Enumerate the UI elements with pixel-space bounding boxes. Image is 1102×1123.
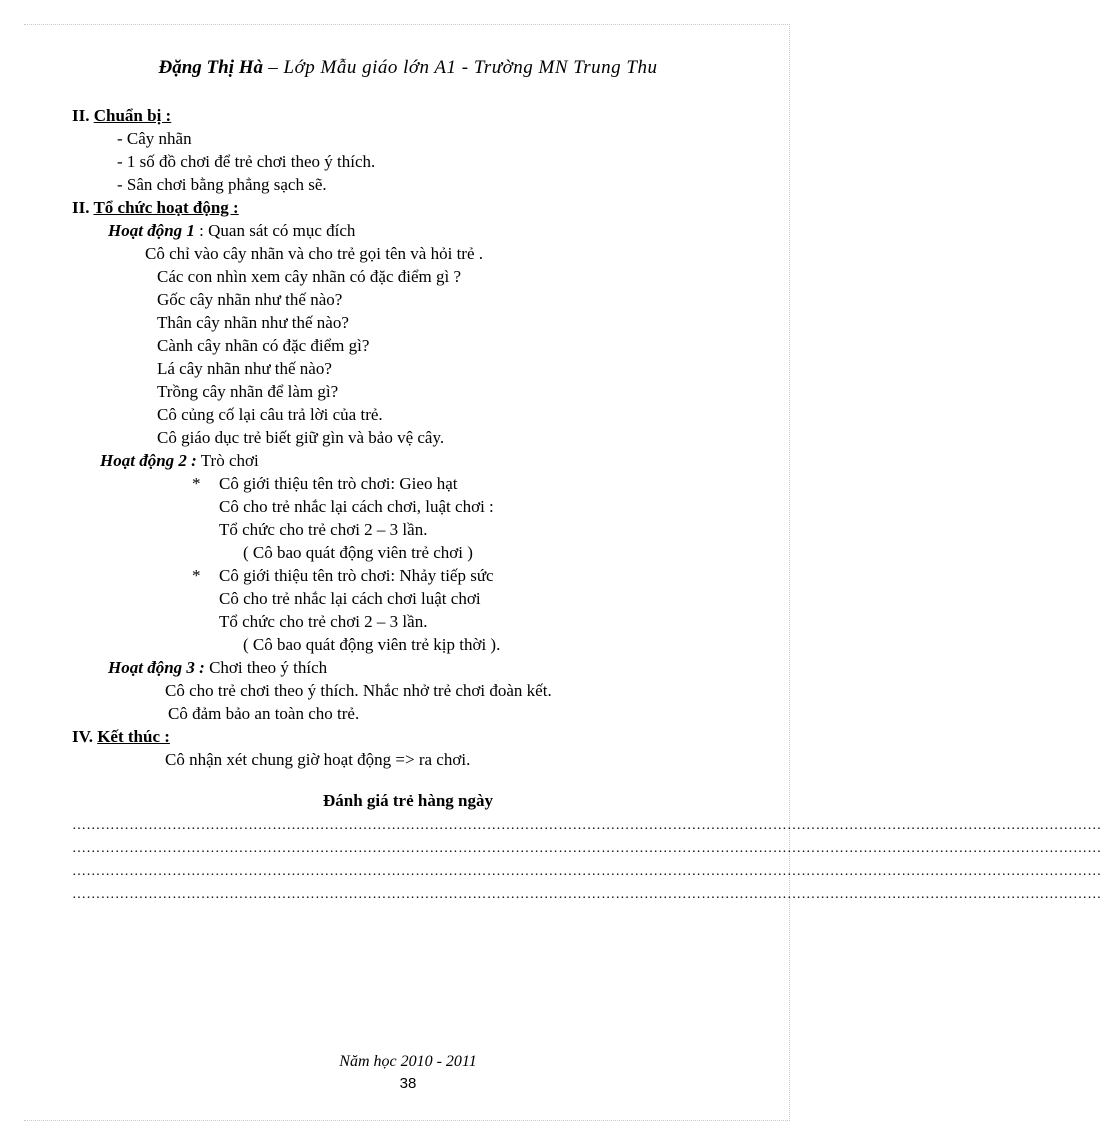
activity-1-line: Trồng cây nhãn để làm gì? (157, 382, 339, 401)
game-1-line: Cô giới thiệu tên trò chơi: Gieo hạt (219, 474, 458, 493)
activity-3-text: Chơi theo ý thích (204, 658, 328, 677)
activity-3-line: Cô đảm bảo an toàn cho trẻ. (168, 704, 360, 723)
game-1-line: ( Cô bao quát động viên trẻ chơi ) (243, 543, 473, 562)
evaluation-dotted-line: ……………………………………………………………………………………………………………………………………………………………………………………………… (72, 864, 1102, 879)
section-end-title: Kết thúc : (97, 727, 170, 746)
page-header (0, 56, 816, 80)
prep-item: - 1 số đồ chơi để trẻ chơi theo ý thích. (117, 152, 376, 171)
activity-1-line: Cô giáo dục trẻ biết giữ gìn và bảo vệ cây. (157, 428, 445, 447)
game-2-line: Tổ chức cho trẻ chơi 2 – 3 lần. (219, 612, 428, 631)
evaluation-dotted-line: ……………………………………………………………………………………………………………………………………………………………………………………………… (72, 818, 1102, 833)
activity-2-label: Hoạt động 2 : (100, 451, 197, 470)
prep-item: - Sân chơi bằng phẳng sạch sẽ. (117, 175, 327, 194)
activity-2-bullet: * (192, 474, 201, 493)
activity-3-line: Cô cho trẻ chơi theo ý thích. Nhắc nhở trẻ chơi đoàn kết. (165, 681, 552, 700)
section-org-title: Tổ chức hoạt động : (93, 198, 239, 217)
activity-1-line: Thân cây nhãn như thế nào? (157, 313, 349, 332)
section-prep-numeral: II. (72, 106, 90, 125)
activity-2-heading (100, 450, 259, 472)
game-2-line: Cô cho trẻ nhắc lại cách chơi luật chơi (219, 589, 481, 608)
activity-1-line: Gốc cây nhãn như thế nào? (157, 290, 343, 309)
page-number: 38 (399, 1075, 417, 1092)
evaluation-dotted-line: ……………………………………………………………………………………………………………………………………………………………………………………………… (72, 841, 1102, 856)
section-end-line: Cô nhận xét chung giờ hoạt động => ra chơi. (165, 750, 471, 769)
game-2-line: Cô giới thiệu tên trò chơi: Nhảy tiếp sức (219, 566, 494, 585)
activity-1-text: Quan sát có mục đích (208, 221, 356, 240)
section-end-heading (72, 726, 170, 748)
section-org-heading (72, 197, 239, 219)
footer-school-year: Năm học 2010 - 2011 (339, 1053, 477, 1070)
section-org-numeral: II. (72, 198, 90, 217)
activity-1-sep: : (194, 221, 209, 240)
game-1-line: Cô cho trẻ nhắc lại cách chơi, luật chơi : (219, 497, 494, 516)
section-prep-title: Chuẩn bị : (93, 106, 172, 125)
evaluation-title: Đánh giá trẻ hàng ngày (322, 791, 494, 810)
section-prep-heading (72, 105, 171, 127)
prep-item: - Cây nhãn (117, 129, 192, 148)
activity-1-line: Cô chỉ vào cây nhãn và cho trẻ gọi tên và hỏi trẻ . (145, 244, 483, 263)
activity-3-label: Hoạt động 3 : (108, 658, 205, 677)
activity-1-label: Hoạt động 1 (108, 221, 195, 240)
activity-1-heading (108, 220, 355, 242)
header-author: Đặng Thị Hà (158, 57, 264, 78)
game-1-line: Tổ chức cho trẻ chơi 2 – 3 lần. (219, 520, 428, 539)
section-end-numeral: IV. (72, 727, 93, 746)
activity-2-bullet: * (192, 566, 201, 585)
activity-1-line: Lá cây nhãn như thế nào? (157, 359, 332, 378)
evaluation-dotted-line: ……………………………………………………………………………………………………………………………………………………………………………………………… (72, 887, 1102, 902)
game-2-line: ( Cô bao quát động viên trẻ kịp thời ). (243, 635, 501, 654)
activity-2-text: Trò chơi (196, 451, 259, 470)
activity-1-line: Cô củng cố lại câu trả lời của trẻ. (157, 405, 383, 424)
header-class-school: – Lớp Mẫu giáo lớn A1 - Trường MN Trung Thu (263, 57, 658, 78)
activity-1-line: Cành cây nhãn có đặc điểm gì? (157, 336, 370, 355)
activity-1-line: Các con nhìn xem cây nhãn có đặc điểm gì ? (157, 267, 461, 286)
activity-3-heading (108, 657, 327, 679)
